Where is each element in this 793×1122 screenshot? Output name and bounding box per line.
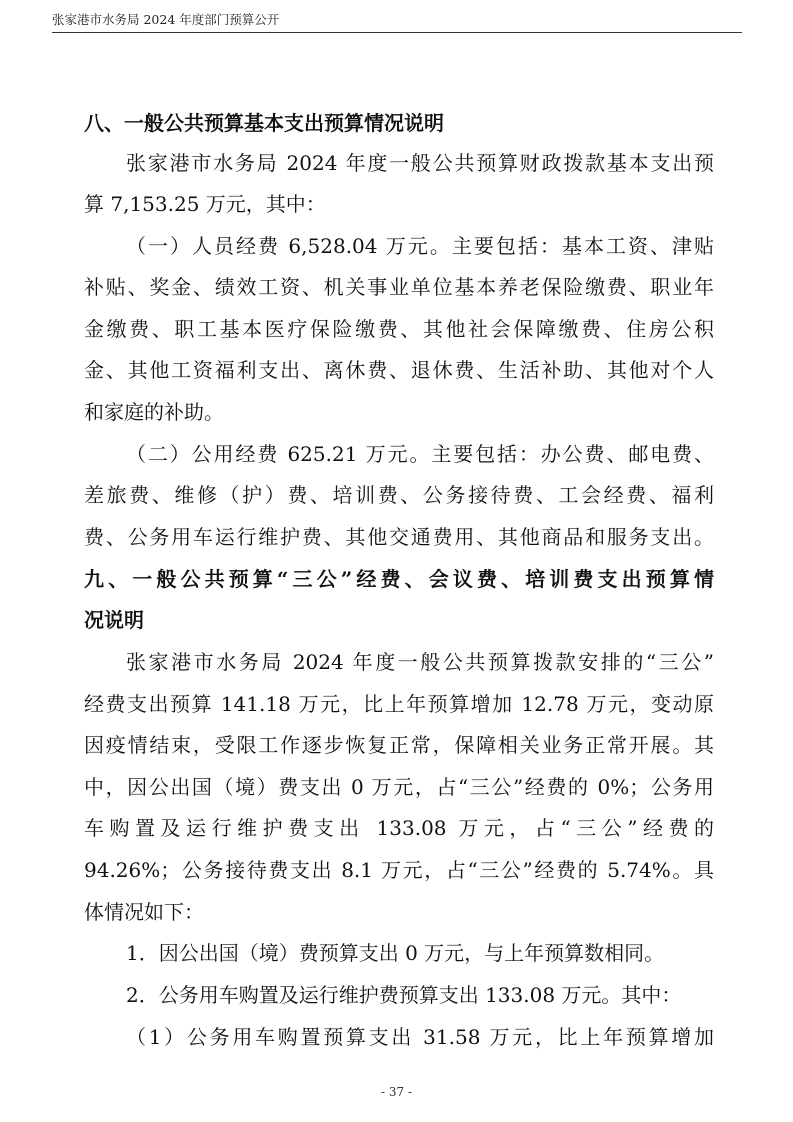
header-divider — [52, 32, 742, 33]
section-heading-8: 八、一般公共预算基本支出预算情况说明 — [84, 111, 444, 135]
paragraph-line: 金缴费、职工基本医疗保险缴费、其他社会保障缴费、住房公积 — [84, 317, 714, 341]
paragraph-line: 车购置及运行维护费支出 133.08 万元，占“三公”经费的 — [84, 816, 714, 840]
section-heading-9-cont: 况说明 — [84, 608, 144, 632]
paragraph-line: 94.26%；公务接待费支出 8.1 万元，占“三公”经费的 5.74%。具 — [84, 858, 714, 882]
paragraph-line: 补贴、奖金、绩效工资、机关事业单位基本养老保险缴费、职业年 — [84, 275, 714, 299]
paragraph-line: 中，因公出国（境）费支出 0 万元，占“三公”经费的 0%；公务用 — [84, 775, 714, 799]
paragraph-line: （一）人员经费 6,528.04 万元。主要包括：基本工资、津贴 — [126, 234, 714, 258]
section-heading-9: 九、一般公共预算“三公”经费、会议费、培训费支出预算情 — [84, 567, 714, 591]
paragraph-line: 算 7,153.25 万元，其中： — [84, 192, 326, 216]
paragraph-line: 张家港市水务局 2024 年度一般公共预算拨款安排的“三公” — [126, 650, 714, 674]
paragraph-line: 差旅费、维修（护）费、培训费、公务接待费、工会经费、福利 — [84, 483, 714, 507]
list-item: （1）公务用车购置预算支出 31.58 万元，比上年预算增加 — [126, 1025, 714, 1049]
paragraph-line: 金、其他工资福利支出、离休费、退休费、生活补助、其他对个人 — [84, 358, 714, 382]
paragraph-line: 经费支出预算 141.18 万元，比上年预算增加 12.78 万元，变动原 — [84, 692, 714, 716]
paragraph-line: 张家港市水务局 2024 年度一般公共预算财政拨款基本支出预 — [126, 151, 714, 175]
running-header: 张家港市水务局 2024 年度部门预算公开 — [52, 12, 280, 27]
page-number: - 37 - — [380, 1085, 412, 1099]
list-item: 1．因公出国（境）费预算支出 0 万元，与上年预算数相同。 — [126, 941, 665, 965]
paragraph-line: 费、公务用车运行维护费、其他交通费用、其他商品和服务支出。 — [84, 525, 714, 549]
list-item: 2．公务用车购置及运行维护费预算支出 133.08 万元。其中： — [126, 983, 682, 1007]
paragraph-line: 和家庭的补助。 — [84, 400, 224, 424]
paragraph-line: 因疫情结束，受限工作逐步恢复正常，保障相关业务正常开展。其 — [84, 733, 714, 757]
paragraph-line: 体情况如下： — [84, 900, 204, 924]
paragraph-line: （二）公用经费 625.21 万元。主要包括：办公费、邮电费、 — [126, 442, 714, 466]
